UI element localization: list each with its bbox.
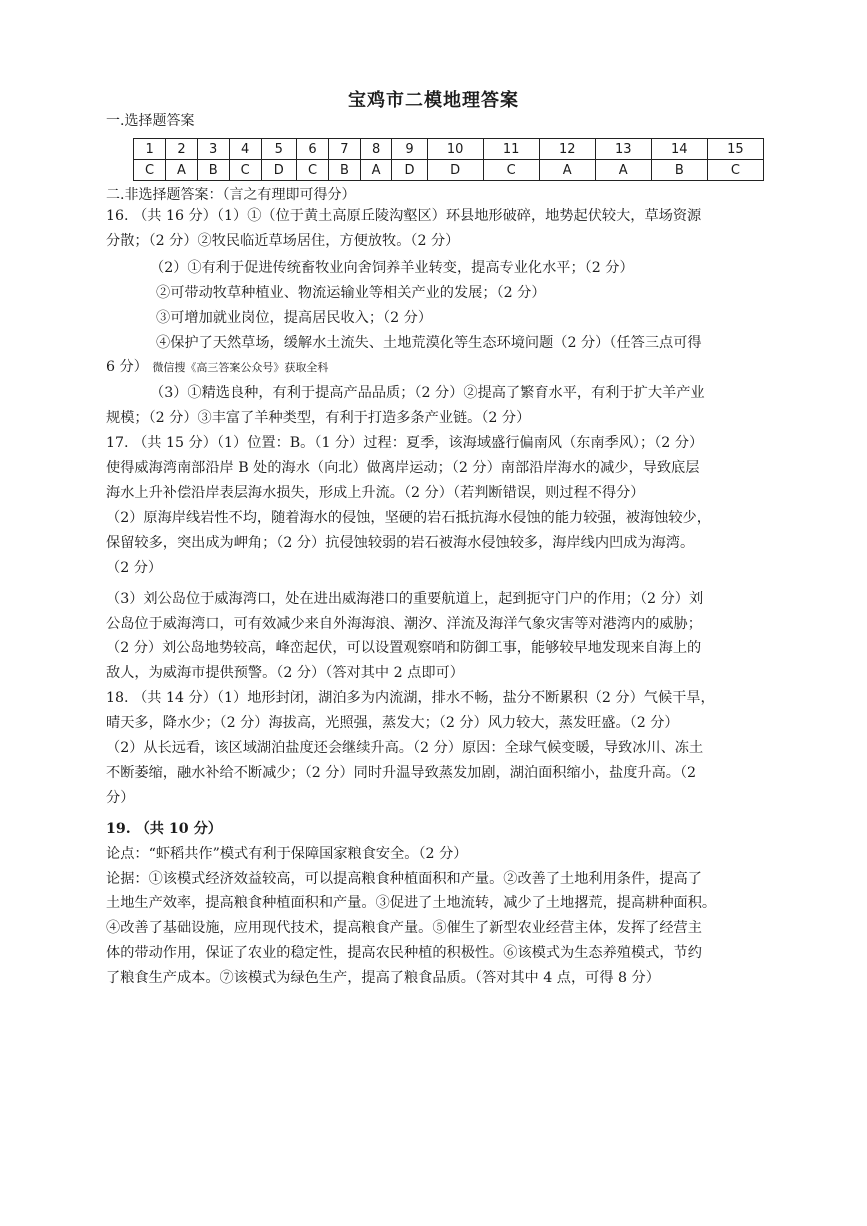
choice-answer-table <box>133 138 764 181</box>
question-number-cell: 4 <box>229 139 261 160</box>
answer-letter-cell: B <box>329 160 361 181</box>
q17-line: 公岛位于威海湾口，可有效减少来自外海海浪、潮汐、洋流及海洋气象灾害等对港湾内的威胁； <box>106 615 702 632</box>
q18-line: 18. （共 14 分）（1）地形封闭，湖泊多为内流湖，排水不畅，盐分不断累积（2 分）气候干旱， <box>106 690 715 707</box>
answer-letter-cell: B <box>651 160 707 181</box>
q16-line: ③可增加就业岗位，提高居民收入；（2 分） <box>156 309 433 326</box>
q18-line: 不断萎缩，融水补给不断减少；（2 分）同时升温导致蒸发加剧，湖泊面积缩小，盐度升高。（2 <box>106 764 697 781</box>
question-number-cell: 2 <box>166 139 198 160</box>
q17-line: （3）刘公岛位于威海湾口，处在进出威海港口的重要航道上，起到扼守门户的作用；（2 分）刘 <box>106 590 704 607</box>
q19-heading: 19. （共 10 分） <box>106 820 222 837</box>
page-title: 宝鸡市二模地理答案 <box>348 90 519 111</box>
answer-letter-cell: D <box>392 160 427 181</box>
q19-line: 论据：①该模式经济效益较高，可以提高粮食种植面积和产量。②改善了土地利用条件，提高了 <box>106 870 702 887</box>
q18-line: 晴天多，降水少；（2 分）海拔高，光照强，蒸发大；（2 分）风力较大，蒸发旺盛。（2 分） <box>106 715 679 732</box>
question-number-row <box>134 139 764 160</box>
q17-line: 保留较多，突出成为岬角；（2 分）抗侵蚀较弱的岩石被海水侵蚀较多，海岸线内凹成为海湾。 <box>106 534 695 551</box>
answer-letter-cell: C <box>134 160 166 181</box>
q16-line: （3）①精选良种，有利于提高产品品质；（2 分）②提高了繁育水平，有利于扩大羊产业 <box>150 385 705 402</box>
q18-line: 分） <box>106 789 135 806</box>
q19-line: 土地生产效率，提高粮食种植面积和产量。③促进了土地流转，减少了土地撂荒，提高耕种面积。 <box>106 895 717 912</box>
answer-letter-cell: A <box>539 160 595 181</box>
question-number-cell: 7 <box>329 139 361 160</box>
q16-line: ②可带动牧草种植业、物流运输业等相关产业的发展；（2 分） <box>156 284 546 301</box>
question-number-cell: 6 <box>296 139 328 160</box>
question-number-cell: 5 <box>261 139 296 160</box>
section-heading-nonchoice: 二.非选择题答案：（言之有理即可得分） <box>106 187 356 203</box>
q17-line: （2 分）刘公岛地势较高，峰峦起伏，可以设置观察哨和防御工事，能够较早地发现来自海上的 <box>106 640 702 657</box>
question-number-cell: 11 <box>483 139 539 160</box>
q17-line: 17. （共 15 分）（1）位置：B。（1 分）过程：夏季，该海域盛行偏南风（东南季风）；（2 分） <box>106 435 704 452</box>
q19-line: 体的带动作用，保证了农业的稳定性，提高农民种植的积极性。⑥该模式为生态养殖模式，节约 <box>106 945 702 962</box>
answer-letter-cell: A <box>360 160 392 181</box>
question-number-cell: 3 <box>197 139 229 160</box>
answer-letter-cell: C <box>483 160 539 181</box>
question-number-cell: 1 <box>134 139 166 160</box>
watermark-note: 微信搜《高三答案公众号》获取全科 <box>152 361 329 375</box>
answer-body <box>106 204 766 991</box>
answer-letter-cell: C <box>229 160 261 181</box>
question-number-cell: 15 <box>707 139 763 160</box>
q17-line: 海水上升补偿沿岸表层海水损失，形成上升流。（2 分）（若判断错误，则过程不得分） <box>106 484 645 501</box>
answer-letter-cell: C <box>707 160 763 181</box>
answer-letter-cell: A <box>166 160 198 181</box>
q19-line: 论点：“虾稻共作”模式有利于保障国家粮食安全。（2 分） <box>106 845 468 862</box>
q16-line: 分散；（2 分）②牧民临近草场居住，方便放牧。（2 分） <box>106 232 460 249</box>
question-number-cell: 14 <box>651 139 707 160</box>
q16-line: ④保护了天然草场，缓解水土流失、土地荒漠化等生态环境问题（2 分）（任答三点可得 <box>156 334 702 351</box>
q17-line: 使得威海湾南部沿岸 B 处的海水（向北）做离岸运动；（2 分）南部沿岸海水的减少，导致底层 <box>106 460 700 477</box>
q16-line-end: 6 分） <box>106 359 148 376</box>
q17-line: （2 分） <box>106 559 163 576</box>
q17-line: （2）原海岸线岩性不均，随着海水的侵蚀，坚硬的岩石抵抗海水侵蚀的能力较强，被海蚀较少， <box>106 509 711 526</box>
q17-line: 敌人，为威海市提供预警。（2 分）（答对其中 2 点即可） <box>106 665 464 682</box>
question-number-cell: 9 <box>392 139 427 160</box>
q19-line: 了粮食生产成本。⑦该模式为绿色生产，提高了粮食品质。（答对其中 4 点，可得 8 分） <box>106 970 660 987</box>
answer-letter-cell: D <box>427 160 483 181</box>
answer-letter-cell: A <box>595 160 651 181</box>
answer-letter-cell: C <box>296 160 328 181</box>
answer-letter-cell: B <box>197 160 229 181</box>
q16-line: 规模；（2 分）③丰富了羊种类型，有利于打造多条产业链。（2 分） <box>106 410 531 427</box>
question-number-cell: 12 <box>539 139 595 160</box>
question-number-cell: 13 <box>595 139 651 160</box>
q16-line: （2）①有利于促进传统畜牧业向舍饲养羊业转变，提高专业化水平；（2 分） <box>150 259 634 276</box>
answer-letter-row <box>134 160 764 181</box>
question-number-cell: 8 <box>360 139 392 160</box>
answer-letter-cell: D <box>261 160 296 181</box>
q16-line: 16. （共 16 分）（1）①（位于黄土高原丘陵沟壑区）环县地形破碎，地势起伏较大，草场资源 <box>106 208 702 224</box>
q16-line <box>106 355 766 381</box>
q19-line: ④改善了基础设施，应用现代技术，提高粮食产量。⑤催生了新型农业经营主体，发挥了经营主 <box>106 920 702 937</box>
section-heading-choice: 一.选择题答案 <box>106 113 195 129</box>
question-number-cell: 10 <box>427 139 483 160</box>
q18-line: （2）从长远看，该区域湖泊盐度还会继续升高。（2 分）原因：全球气候变暖，导致冰川、冻土 <box>106 740 704 757</box>
